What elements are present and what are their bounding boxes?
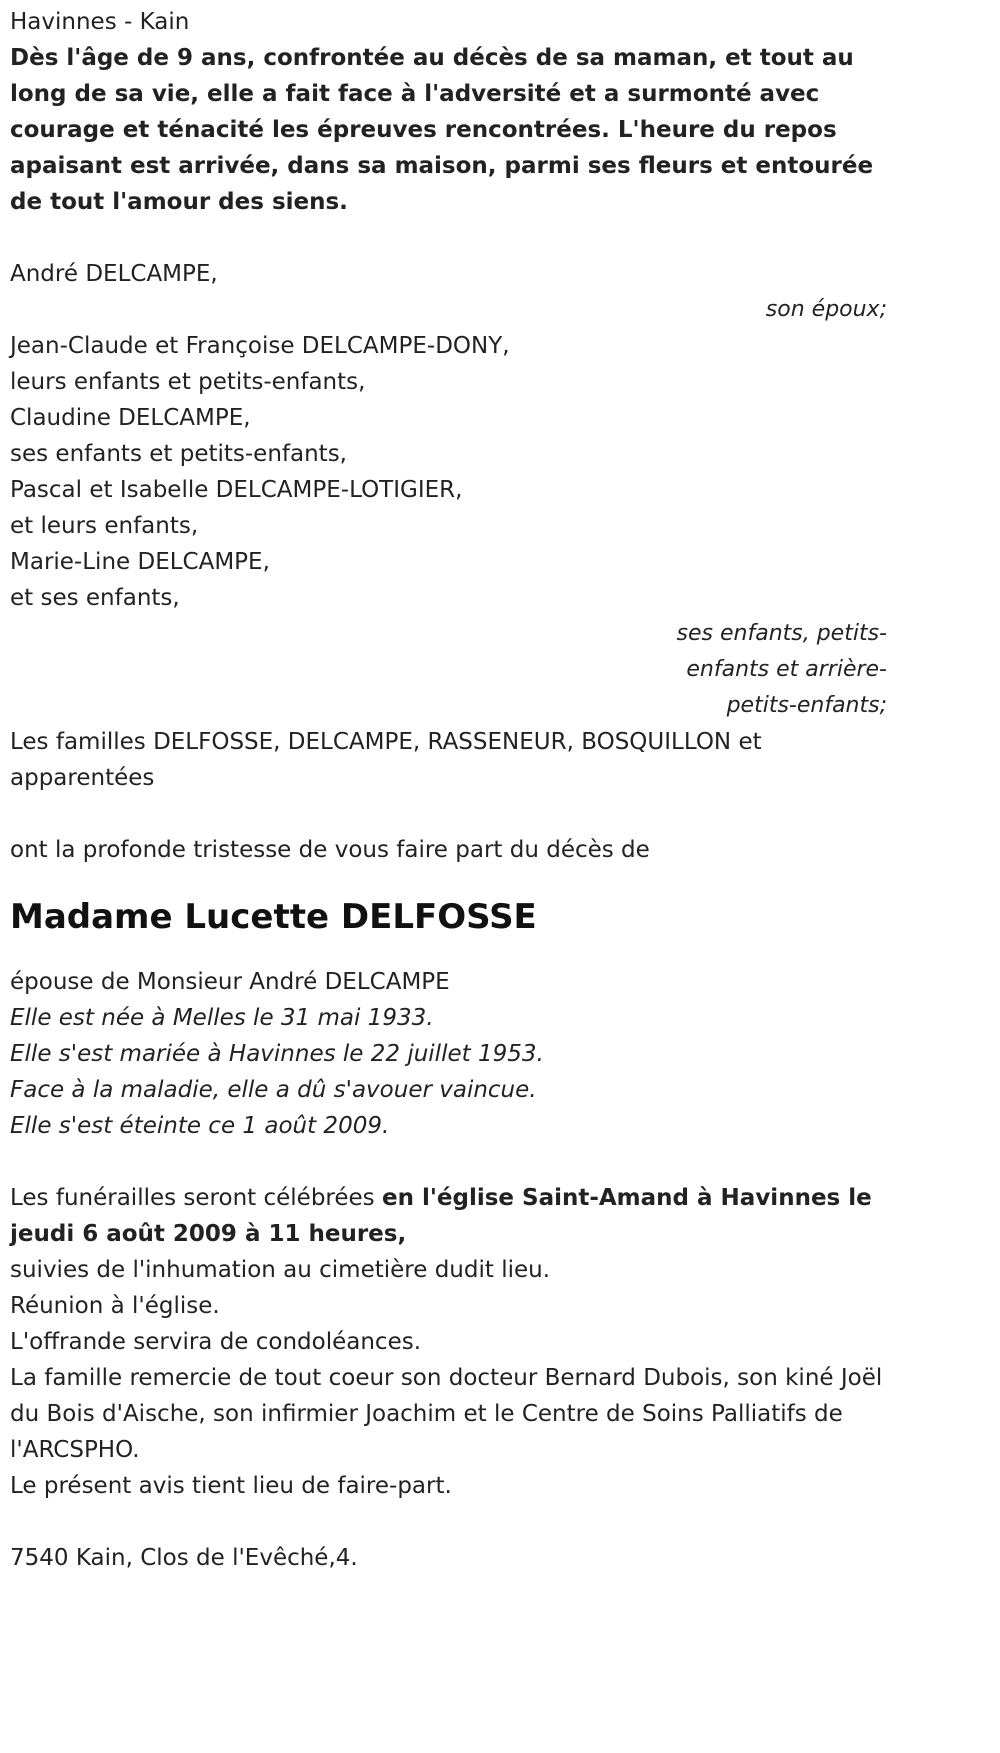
funeral-intro: Les funérailles seront célébrées xyxy=(10,1185,382,1211)
funeral-line: L'offrande servira de condoléances. xyxy=(10,1329,422,1355)
children-role-line: ses enfants, petits- xyxy=(676,621,887,646)
funeral-line: suivies de l'inhumation au cimetière dudit lieu. xyxy=(10,1257,551,1283)
children-list xyxy=(10,328,887,616)
children-line: leurs enfants et petits-enfants, xyxy=(10,369,366,395)
funeral-paragraph xyxy=(10,1180,887,1252)
funeral-line: Réunion à l'église. xyxy=(10,1293,220,1319)
children-line: Marie-Line DELCAMPE, xyxy=(10,549,270,575)
spacer xyxy=(10,796,887,832)
intro-paragraph: Dès l'âge de 9 ans, confrontée au décès de sa maman, et tout au long de sa vie, elle a fait face à l'adversité et a surmonté avec courage et ténacité les épreuves rencontrées. L'heure du repos apaisant est arrivée, dans sa maison, parmi ses fleurs et entourée de tout l'amour des siens. xyxy=(10,45,874,215)
spouse-name: André DELCAMPE, xyxy=(10,261,218,287)
location-header: Havinnes - Kain xyxy=(10,9,190,35)
spacer xyxy=(10,1144,887,1180)
spouse-of-line: épouse de Monsieur André DELCAMPE xyxy=(10,969,450,995)
children-line: ses enfants et petits-enfants, xyxy=(10,441,347,467)
children-role xyxy=(10,616,887,724)
children-line: Jean-Claude et Françoise DELCAMPE-DONY, xyxy=(10,333,510,359)
deceased-name: Madame Lucette DELFOSSE xyxy=(10,897,537,937)
children-role-line: enfants et arrière- xyxy=(686,657,887,682)
children-line: Claudine DELCAMPE, xyxy=(10,405,251,431)
children-line: et leurs enfants, xyxy=(10,513,199,539)
closing-line: Le présent avis tient lieu de faire-part. xyxy=(10,1473,452,1499)
children-role-line: petits-enfants; xyxy=(726,693,887,718)
families-line: Les familles DELFOSSE, DELCAMPE, RASSENEUR, BOSQUILLON et apparentées xyxy=(10,729,762,791)
fact-line: Elle est née à Melles le 31 mai 1933. xyxy=(10,1005,434,1031)
spacer xyxy=(10,1504,887,1540)
obituary-notice xyxy=(10,4,887,1576)
fact-line: Elle s'est mariée à Havinnes le 22 juillet 1953. xyxy=(10,1041,544,1067)
thanks-paragraph: La famille remercie de tout coeur son docteur Bernard Dubois, son kiné Joël du Bois d'Aische, son infirmier Joachim et le Centre de Soins Palliatifs de l'ARCSPHO. xyxy=(10,1365,883,1463)
children-line: et ses enfants, xyxy=(10,585,180,611)
address-line: 7540 Kain, Clos de l'Evêché,4. xyxy=(10,1545,358,1571)
announcement: ont la profonde tristesse de vous faire part du décès de xyxy=(10,837,650,863)
spacer xyxy=(10,220,887,256)
fact-line: Face à la maladie, elle a dû s'avouer vaincue. xyxy=(10,1077,537,1103)
spouse-role: son époux; xyxy=(765,297,887,322)
children-line: Pascal et Isabelle DELCAMPE-LOTIGIER, xyxy=(10,477,463,503)
funeral-place-time: en l'église Saint-Amand à Havinnes le jeudi 6 août 2009 à 11 heures, xyxy=(10,1185,872,1247)
fact-line: Elle s'est éteinte ce 1 août 2009. xyxy=(10,1113,390,1139)
